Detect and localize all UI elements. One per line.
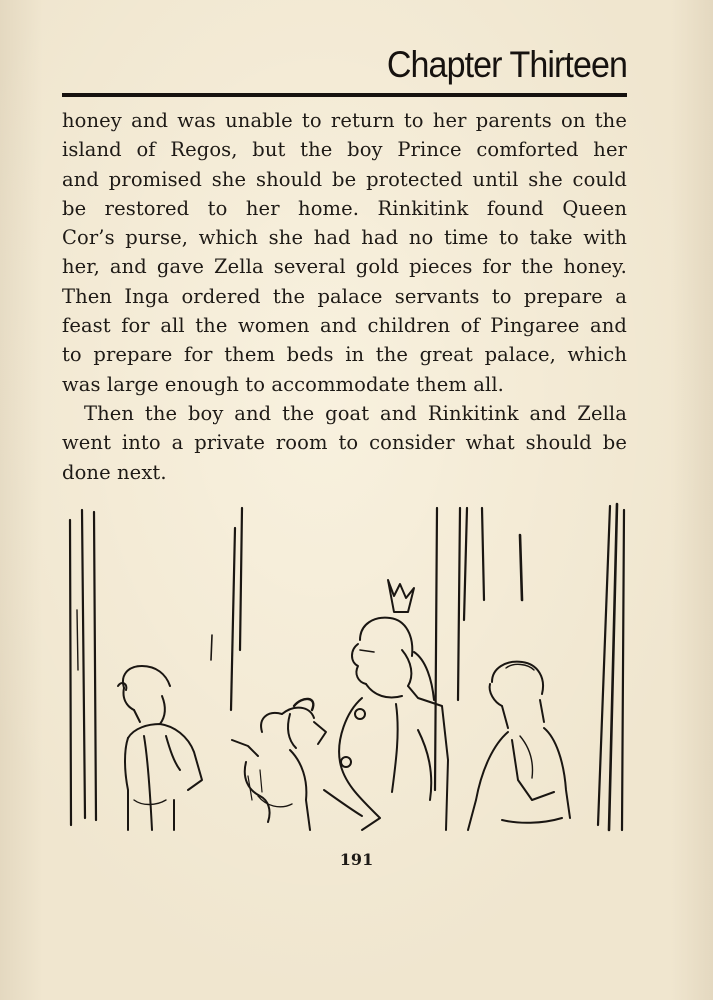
chapter-title: Chapter Thirteen [386, 44, 627, 85]
text-line: to prepare for them beds in the great palace, which [62, 343, 627, 367]
rinkitink-figure [324, 580, 448, 830]
boy-figure [118, 666, 202, 830]
text-line: Then Inga ordered the palace servants to prepare a [62, 284, 627, 308]
text-line: island of Regos, but the boy Prince comforted her [62, 138, 627, 162]
text-line: done next. [62, 460, 167, 484]
goat-figure [232, 699, 326, 830]
body-text [62, 106, 627, 487]
header-rule [62, 93, 627, 97]
text-line: was large enough to accommodate them all. [62, 372, 504, 396]
text-line: Then the boy and the goat and Rinkitink and Zella [84, 401, 627, 425]
text-line: be restored to her home. Rinkitink found Queen [62, 196, 627, 220]
text-line: feast for all the women and children of Pingaree and [62, 314, 627, 338]
text-line: honey and was unable to return to her parents on the [62, 109, 627, 132]
text-line: Cor’s purse, which she had had no time to take with [62, 226, 627, 250]
text-line: and promised she should be protected until she could [62, 167, 627, 191]
zella-figure [468, 662, 570, 830]
text-line: her, and gave Zella several gold pieces for the honey. [62, 255, 627, 279]
page-number: 191 [339, 850, 374, 869]
text-line: went into a private room to consider what should be [62, 431, 627, 455]
illustration [62, 500, 637, 840]
